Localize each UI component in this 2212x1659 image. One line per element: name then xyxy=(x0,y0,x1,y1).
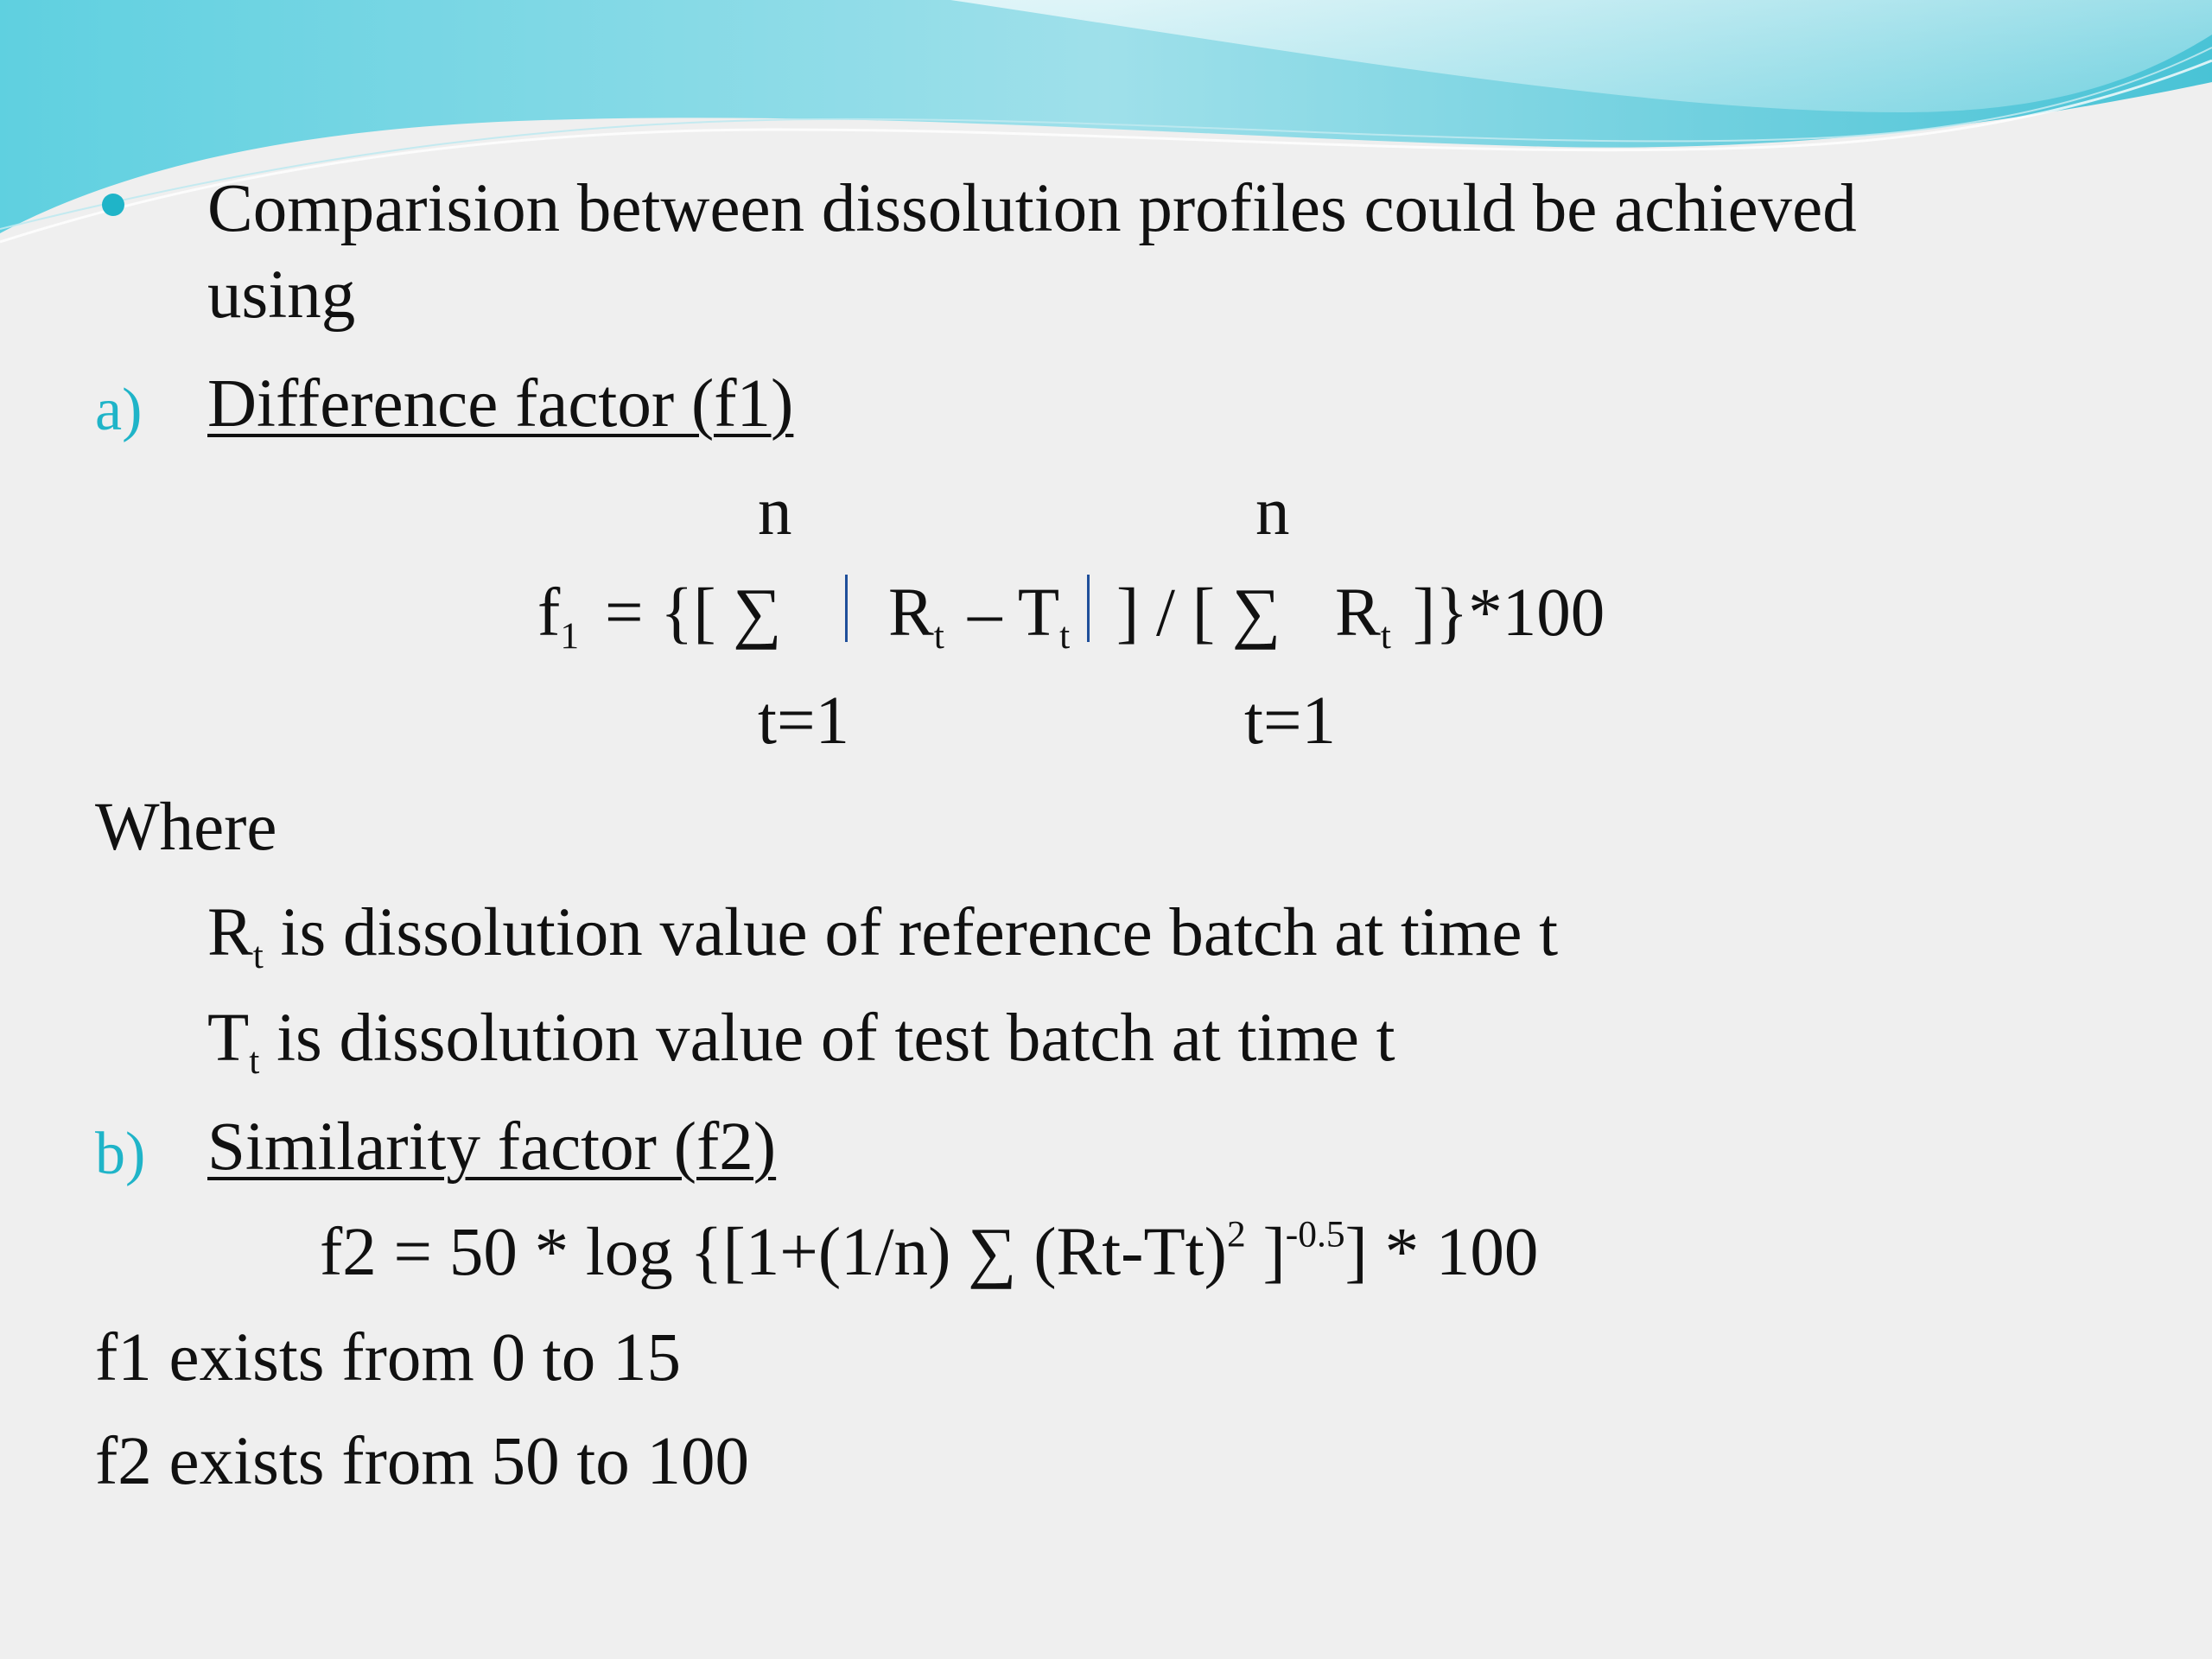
f1-upper-limit-1: n xyxy=(758,474,792,550)
f1-formula-r2: $R_t$ xyxy=(1335,575,1391,658)
f1-formula-t: – $T_t$ xyxy=(968,575,1071,658)
abs-bar-left xyxy=(845,575,848,642)
section-b-marker: b) xyxy=(95,1121,146,1187)
f1-formula-part2: ] / [ ∑ xyxy=(1116,575,1281,651)
f1-formula-r: $R_t$ xyxy=(888,575,944,658)
section-b-title: Similarity factor (f2) xyxy=(207,1109,777,1185)
definition-r: $R_t$ is dissolution value of reference batch at time t xyxy=(207,895,1559,977)
f1-upper-limit-2: n xyxy=(1255,474,1290,550)
f1-lower-limit-1: t=1 xyxy=(758,683,850,759)
f1-formula-lhs: $f_1$ xyxy=(537,575,580,658)
f2-formula: f2 = 50 * log {[1+(1/n) ∑ $(Rt-Tt)^2$ ]$^{-0.5}$] * 100 xyxy=(320,1213,1539,1290)
intro-line-1: Comparision between dissolution profiles could be achieved xyxy=(207,171,1857,246)
f1-formula-part3: ]}*100 xyxy=(1413,575,1605,651)
range-f1: f1 exists from 0 to 15 xyxy=(95,1320,682,1395)
abs-bar-right xyxy=(1087,575,1090,642)
where-label: Where xyxy=(95,790,277,865)
section-a-marker: a) xyxy=(95,377,143,443)
section-a-title: Difference factor (f1) xyxy=(207,366,794,442)
bullet-icon xyxy=(102,194,124,216)
intro-line-2: using xyxy=(207,257,356,333)
definition-t: $T_t$ is dissolution value of test batch at time t xyxy=(207,1001,1395,1083)
f1-lower-limit-2: t=1 xyxy=(1244,683,1337,759)
range-f2: f2 exists from 50 to 100 xyxy=(95,1424,750,1499)
f1-formula-part1: = {[ ∑ xyxy=(605,575,782,651)
